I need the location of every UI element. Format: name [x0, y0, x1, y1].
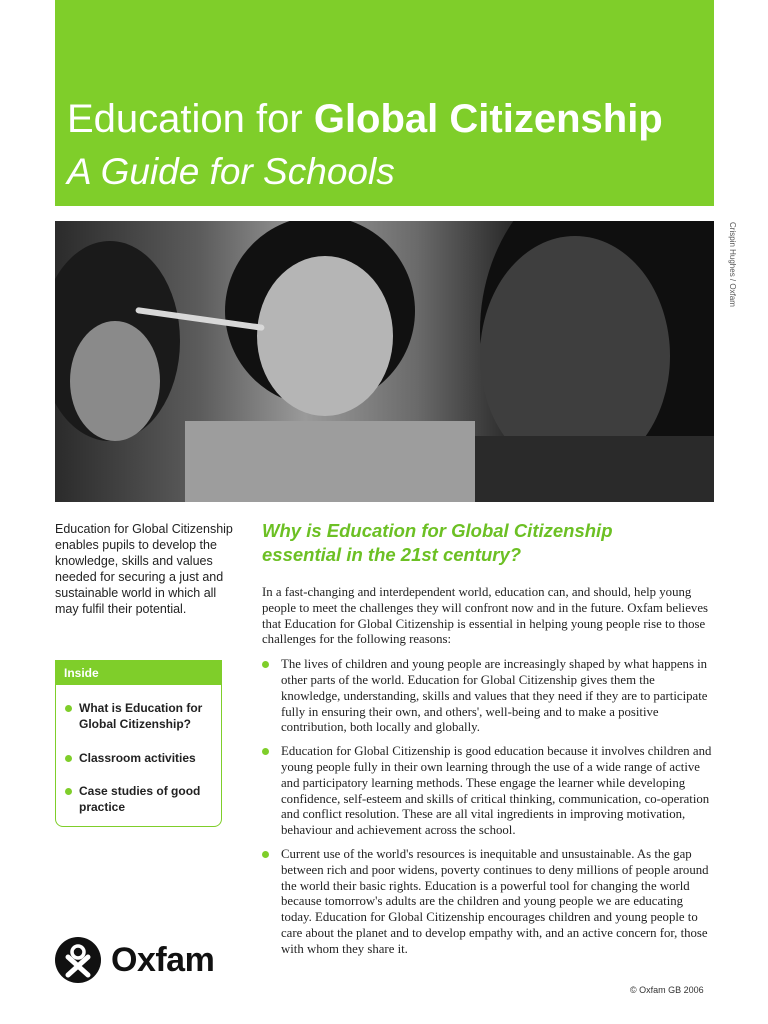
reason-text: Current use of the world's resources is inequitable and unsustainable. As the gap between rich and poor widens, poverty continues to deny millions of people around the world their basic rights. Education is a powerful tool for changing the world because tomorrow's adults are the children and young people we are educating today. Education for Global Citizenship encourages children and young people to care about the planet and to develop empathy with, and an active concern for, those with whom they share it.	[281, 846, 709, 956]
bullet-dot-icon	[65, 755, 72, 762]
title-bold: Global Citizenship	[313, 97, 663, 141]
title-banner	[55, 0, 714, 206]
inside-label: Inside	[56, 661, 221, 685]
bullet-dot-icon	[262, 661, 269, 668]
reason-text: The lives of children and young people are increasingly shaped by what happens in other parts of the world. Education for Global Citizenship gives them the knowledge, understanding, skills and values that they need if they are to participate fully in ensuring their own, and others', well-being and to make a positive contribution, both locally and globally.	[281, 657, 708, 735]
section-heading: Why is Education for Global Citizenship essential in the 21st century?	[262, 520, 613, 565]
reason-item	[262, 657, 714, 736]
oxfam-wordmark: Oxfam	[111, 941, 215, 979]
inside-list	[56, 700, 221, 815]
title-light: Education for	[67, 97, 314, 141]
body-intro: In a fast-changing and interdependent world, education can, and should, help young people to meet the challenges they will confront now and in the future. Oxfam believes that Education for Global Citizenship is essential in helping young people rise to those challenges for the following reasons:	[262, 585, 708, 647]
inside-item	[56, 700, 221, 732]
bullet-dot-icon	[65, 705, 72, 712]
photo-illustration	[55, 221, 714, 502]
inside-item	[56, 783, 221, 815]
inside-item	[56, 750, 221, 766]
intro-summary: Education for Global Citizenship enables pupils to develop the knowledge, skills and values needed for securing a just and sustainable world in which all may fulfil their potential.	[55, 522, 233, 616]
reason-item	[262, 847, 714, 958]
main-body	[262, 585, 714, 966]
copyright-notice: © Oxfam GB 2006	[630, 985, 704, 995]
reason-item	[262, 744, 714, 839]
bullet-dot-icon	[262, 748, 269, 755]
photo-credit: Crispin Hughes / Oxfam	[728, 222, 737, 307]
document-title	[67, 96, 663, 142]
reason-text: Education for Global Citizenship is good education because it involves children and young people fully in their own learning through the use of a wide range of active and participatory learning methods. These engage the learner while developing confidence, self-esteem and skills of critical thinking, communication, co-operation and conflict resolution. These are all vital ingredients in improving motivation, behaviour and achievement across the school.	[281, 744, 712, 838]
inside-box	[55, 660, 222, 827]
document-subtitle: A Guide for Schools	[67, 151, 395, 192]
inside-item-label: Classroom activities	[79, 751, 196, 765]
inside-item-label: What is Education for Global Citizenship?	[79, 701, 203, 731]
bullet-dot-icon	[65, 788, 72, 795]
reasons-list	[262, 657, 714, 957]
oxfam-logo-icon	[55, 937, 101, 983]
oxfam-logo	[55, 937, 230, 987]
inside-item-label: Case studies of good practice	[79, 784, 201, 814]
classroom-photo	[55, 221, 714, 502]
bullet-dot-icon	[262, 851, 269, 858]
